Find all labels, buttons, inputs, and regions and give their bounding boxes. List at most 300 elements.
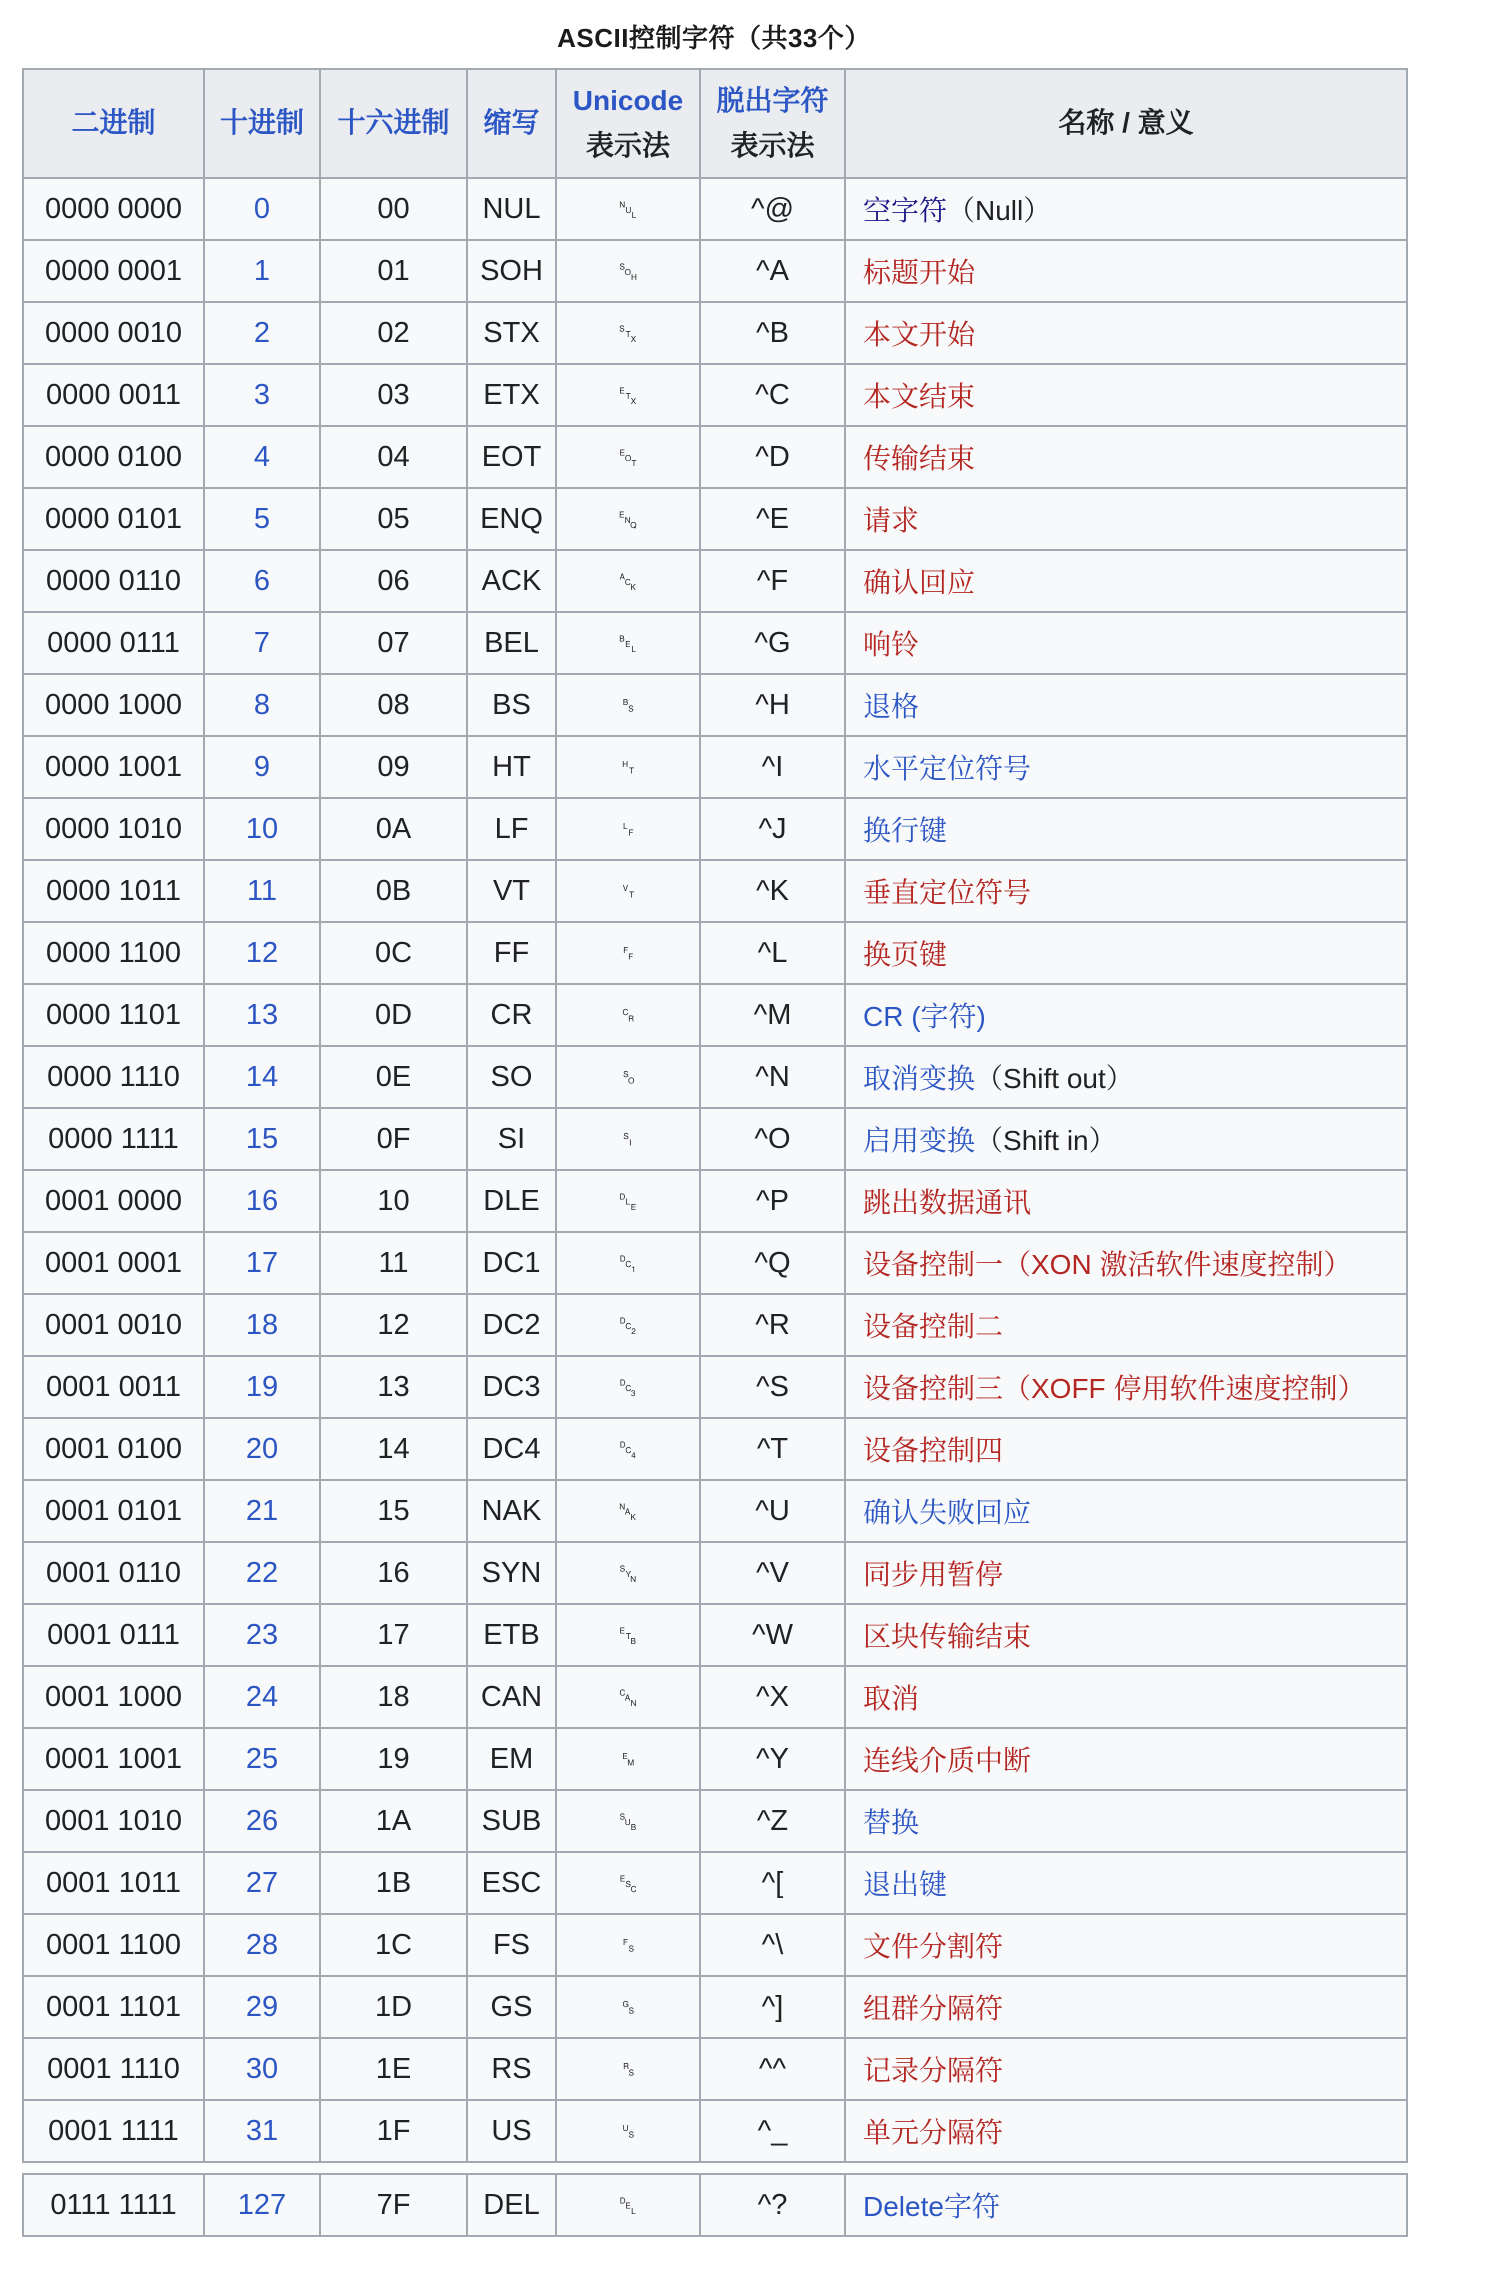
table-row [23, 2038, 1407, 2100]
name-link[interactable]: 水平定位符号 [863, 753, 1032, 784]
decimal-link[interactable]: 5 [253, 502, 271, 535]
decimal-link[interactable]: 30 [245, 2052, 279, 2085]
decimal-cell [204, 1170, 320, 1232]
hex-cell [320, 2100, 467, 2162]
name-link[interactable]: 设备控制四 [863, 1435, 1004, 1466]
name-link[interactable]: Delete字符 [863, 2191, 1000, 2222]
decimal-link[interactable]: 31 [245, 2114, 279, 2147]
unicode-control-picture: ␛ [618, 1869, 638, 1898]
abbr-cell [467, 922, 556, 984]
escape-sequence: ^K [756, 874, 789, 907]
table-row [23, 1232, 1407, 1294]
name-cell [845, 426, 1407, 488]
separator-cell [23, 2162, 1407, 2174]
decimal-link[interactable]: 6 [253, 564, 271, 597]
escape-sequence: ^\ [761, 1928, 784, 1961]
decimal-link[interactable]: 9 [253, 750, 271, 783]
abbr-cell [467, 1542, 556, 1604]
hex-value: 11 [378, 1246, 409, 1279]
name-link[interactable]: 传输结束 [863, 443, 976, 474]
binary-cell [23, 426, 204, 488]
hex-cell [320, 798, 467, 860]
binary-cell [23, 1294, 204, 1356]
name-link[interactable]: 设备控制三（XOFF 停用软件速度控制） [863, 1373, 1366, 1404]
decimal-cell [204, 2174, 320, 2236]
binary-value: 0001 1010 [44, 1804, 183, 1837]
abbr-value: SUB [481, 1804, 542, 1837]
decimal-cell [204, 1914, 320, 1976]
binary-cell [23, 2100, 204, 2162]
escape-sequence: ^T [756, 1432, 789, 1465]
escape-cell [700, 1046, 845, 1108]
binary-value: 0000 1100 [46, 936, 181, 969]
decimal-link[interactable]: 15 [245, 1122, 279, 1155]
unicode-cell [556, 550, 700, 612]
abbr-value: HT [492, 750, 531, 783]
decimal-link[interactable]: 26 [245, 1804, 279, 1837]
abbr-cell [467, 1480, 556, 1542]
table-row [23, 674, 1407, 736]
decimal-link[interactable]: 8 [253, 688, 271, 721]
binary-header-link[interactable]: 二进制 [71, 107, 156, 139]
escape-sequence: ^Z [756, 1804, 789, 1837]
hex-cell [320, 240, 467, 302]
decimal-link[interactable]: 27 [245, 1866, 279, 1899]
unicode-cell [556, 1046, 700, 1108]
name-link[interactable]: 单元分隔符 [863, 2117, 1004, 2148]
escape-cell [700, 1666, 845, 1728]
name-cell [845, 1914, 1407, 1976]
decimal-link[interactable]: 25 [245, 1742, 279, 1775]
decimal-link[interactable]: 12 [245, 936, 279, 969]
binary-value: 0000 1011 [46, 874, 181, 907]
name-link[interactable]: CR (字符) [863, 1001, 986, 1032]
escape-sequence: ^Q [754, 1246, 791, 1279]
unicode-control-picture: ␅ [618, 505, 638, 534]
hex-cell [320, 364, 467, 426]
unicode-cell [556, 1480, 700, 1542]
name-link[interactable]: 组群分隔符 [863, 1993, 1004, 2024]
decimal-cell [204, 1046, 320, 1108]
name-cell [845, 1976, 1407, 2038]
abbr-cell [467, 1108, 556, 1170]
hex-header-link[interactable]: 十六进制 [337, 107, 450, 139]
abbr-cell [467, 1790, 556, 1852]
escape-sequence: ^B [756, 316, 789, 349]
binary-cell [23, 302, 204, 364]
name-link[interactable]: 退格 [863, 691, 920, 722]
name-link[interactable]: 标题开始 [863, 257, 976, 288]
table-row [23, 1418, 1407, 1480]
binary-cell [23, 984, 204, 1046]
decimal-link[interactable]: 19 [245, 1370, 279, 1403]
name-link[interactable]: 空字符 [863, 195, 948, 226]
binary-cell [23, 178, 204, 240]
name-link[interactable]: 记录分隔符 [863, 2055, 1004, 2086]
decimal-link[interactable]: 17 [245, 1246, 279, 1279]
abbr-cell [467, 2038, 556, 2100]
table-row [23, 1480, 1407, 1542]
unicode-cell [556, 1604, 700, 1666]
hex-cell [320, 1108, 467, 1170]
hex-cell [320, 612, 467, 674]
hex-cell [320, 550, 467, 612]
binary-cell [23, 1542, 204, 1604]
name-cell [845, 860, 1407, 922]
unicode-header-link[interactable]: Unicode [572, 84, 684, 116]
unicode-control-picture: ␜ [618, 1931, 638, 1960]
escape-sequence: ^J [758, 812, 787, 845]
binary-cell [23, 1976, 204, 2038]
hex-value: 1F [376, 2114, 411, 2147]
name-link[interactable]: 取消变换 [863, 1063, 976, 1094]
abbr-cell [467, 1046, 556, 1108]
escape-cell [700, 922, 845, 984]
decimal-link[interactable]: 0 [253, 192, 271, 225]
binary-value: 0000 0001 [44, 254, 183, 287]
hex-cell [320, 488, 467, 550]
table-row [23, 1356, 1407, 1418]
binary-value: 0001 1110 [47, 2052, 180, 2085]
abbr-value: CAN [480, 1680, 543, 1713]
hex-value: 0E [375, 1060, 412, 1093]
escape-cell [700, 488, 845, 550]
unicode-cell [556, 984, 700, 1046]
name-link[interactable]: 设备控制二 [863, 1311, 1004, 1342]
hex-value: 1E [375, 2052, 412, 2085]
ascii-control-chars-table [22, 68, 1408, 2237]
unicode-control-picture: ␐ [618, 1187, 638, 1216]
name-cell [845, 1356, 1407, 1418]
name-cell [845, 1418, 1407, 1480]
decimal-link[interactable]: 14 [245, 1060, 279, 1093]
name-link[interactable]: 跳出数据通讯 [863, 1187, 1032, 1218]
hex-value: 1C [374, 1928, 413, 1961]
hex-cell [320, 426, 467, 488]
name-link[interactable]: 连线介质中断 [863, 1745, 1032, 1776]
hex-value: 0C [374, 936, 413, 969]
name-cell [845, 1790, 1407, 1852]
unicode-control-picture: ␝ [618, 1993, 638, 2022]
table-row [23, 2100, 1407, 2162]
abbr-cell [467, 1728, 556, 1790]
unicode-control-picture: ␋ [618, 877, 638, 906]
name-cell [845, 240, 1407, 302]
unicode-cell [556, 1666, 700, 1728]
unicode-control-picture: ␙ [618, 1745, 638, 1774]
name-link[interactable]: 请求 [863, 505, 920, 536]
decimal-link[interactable]: 24 [245, 1680, 279, 1713]
binary-cell [23, 2038, 204, 2100]
hex-cell [320, 1790, 467, 1852]
abbr-cell [467, 1976, 556, 2038]
decimal-link[interactable]: 22 [245, 1556, 279, 1589]
escape-cell [700, 1170, 845, 1232]
decimal-link[interactable]: 16 [245, 1184, 279, 1217]
hex-value: 0B [375, 874, 412, 907]
unicode-control-picture: ␆ [618, 567, 638, 596]
unicode-cell [556, 1356, 700, 1418]
table-row [23, 612, 1407, 674]
name-header-label: 名称 / 意义 [1058, 107, 1194, 139]
header-unicode [556, 69, 700, 178]
unicode-cell [556, 2100, 700, 2162]
escape-cell [700, 240, 845, 302]
binary-value: 0000 1001 [44, 750, 183, 783]
decimal-link[interactable]: 3 [253, 378, 271, 411]
abbr-header-link[interactable]: 缩写 [483, 107, 540, 139]
header-escape [700, 69, 845, 178]
hex-cell [320, 984, 467, 1046]
escape-cell [700, 2174, 845, 2236]
decimal-link[interactable]: 20 [245, 1432, 279, 1465]
name-link[interactable]: 换行键 [863, 815, 948, 846]
name-link[interactable]: 取消 [863, 1683, 920, 1714]
binary-value: 0001 0000 [44, 1184, 183, 1217]
binary-value: 0001 0011 [46, 1370, 181, 1403]
hex-cell [320, 1046, 467, 1108]
table-row [23, 1604, 1407, 1666]
unicode-cell [556, 612, 700, 674]
decimal-link[interactable]: 28 [245, 1928, 279, 1961]
abbr-value: EOT [481, 440, 542, 473]
binary-value: 0000 1110 [47, 1060, 180, 1093]
binary-cell [23, 2174, 204, 2236]
hex-value: 04 [377, 440, 410, 473]
escape-sequence: ^L [757, 936, 788, 969]
decimal-link[interactable]: 18 [245, 1308, 279, 1341]
name-link[interactable]: 同步用暂停 [863, 1559, 1004, 1590]
unicode-control-picture: ␀ [618, 195, 638, 224]
escape-sequence: ^? [757, 2188, 788, 2221]
abbr-value: DEL [483, 2188, 540, 2221]
decimal-cell [204, 426, 320, 488]
table-row [23, 240, 1407, 302]
escape-sequence: ^@ [750, 192, 795, 225]
decimal-link[interactable]: 4 [253, 440, 271, 473]
hex-cell [320, 2174, 467, 2236]
hex-cell [320, 674, 467, 736]
binary-cell [23, 1480, 204, 1542]
decimal-link[interactable]: 13 [245, 998, 279, 1031]
decimal-link[interactable]: 7 [253, 626, 271, 659]
decimal-cell [204, 2100, 320, 2162]
unicode-cell [556, 1170, 700, 1232]
name-link[interactable]: 换页键 [863, 939, 948, 970]
unicode-control-picture: ␑ [618, 1249, 638, 1278]
unicode-cell [556, 2038, 700, 2100]
abbr-cell [467, 364, 556, 426]
decimal-cell [204, 178, 320, 240]
binary-value: 0001 1100 [46, 1928, 181, 1961]
table-row [23, 488, 1407, 550]
unicode-cell [556, 1232, 700, 1294]
escape-sequence: ^A [756, 254, 789, 287]
escape-cell [700, 798, 845, 860]
unicode-cell [556, 488, 700, 550]
name-link[interactable]: 响铃 [863, 629, 920, 660]
escape-sequence: ^_ [757, 2114, 788, 2147]
binary-cell [23, 1666, 204, 1728]
abbr-value: ETB [483, 1618, 540, 1651]
decimal-link[interactable]: 21 [245, 1494, 279, 1527]
escape-cell [700, 1976, 845, 2038]
name-link[interactable]: 退出键 [863, 1869, 948, 1900]
name-cell [845, 1728, 1407, 1790]
hex-value: 0D [374, 998, 413, 1031]
binary-cell [23, 1604, 204, 1666]
binary-cell [23, 1914, 204, 1976]
table-row [23, 984, 1407, 1046]
name-cell [845, 674, 1407, 736]
hex-cell [320, 178, 467, 240]
decimal-link[interactable]: 1 [253, 254, 271, 287]
binary-cell [23, 1046, 204, 1108]
hex-cell [320, 1976, 467, 2038]
table-row [23, 1542, 1407, 1604]
name-link[interactable]: 区块传输结束 [863, 1621, 1032, 1652]
header-binary [23, 69, 204, 178]
name-link[interactable]: 垂直定位符号 [863, 877, 1032, 908]
hex-value: 09 [377, 750, 410, 783]
table-row [23, 178, 1407, 240]
abbr-value: STX [483, 316, 540, 349]
decimal-cell [204, 1108, 320, 1170]
abbr-cell [467, 2100, 556, 2162]
unicode-control-picture: ␍ [618, 1001, 638, 1030]
escape-cell [700, 1542, 845, 1604]
binary-value: 0001 0001 [44, 1246, 183, 1279]
hex-cell [320, 302, 467, 364]
unicode-cell [556, 1914, 700, 1976]
name-link[interactable]: 文件分割符 [863, 1931, 1004, 1962]
table-row [23, 1728, 1407, 1790]
abbr-value: VT [492, 874, 531, 907]
hex-cell [320, 1232, 467, 1294]
unicode-cell [556, 364, 700, 426]
escape-header-link[interactable]: 脱出字符 [716, 84, 829, 116]
table-row [23, 1170, 1407, 1232]
escape-cell [700, 860, 845, 922]
binary-value: 0001 1111 [48, 2114, 179, 2147]
binary-value: 0000 1101 [46, 998, 181, 1031]
name-cell [845, 1170, 1407, 1232]
decimal-link[interactable]: 10 [245, 812, 279, 845]
escape-cell [700, 1418, 845, 1480]
decimal-cell [204, 612, 320, 674]
hex-cell [320, 1542, 467, 1604]
hex-cell [320, 1294, 467, 1356]
hex-cell [320, 1914, 467, 1976]
abbr-value: ACK [481, 564, 542, 597]
name-link[interactable]: 设备控制一（XON 激活软件速度控制） [863, 1249, 1352, 1280]
abbr-value: GS [490, 1990, 533, 2023]
name-link[interactable]: 替换 [863, 1807, 920, 1838]
abbr-cell [467, 1418, 556, 1480]
abbr-cell [467, 1914, 556, 1976]
decimal-link[interactable]: 2 [253, 316, 271, 349]
decimal-cell [204, 1790, 320, 1852]
unicode-control-picture: ␊ [618, 815, 638, 844]
hex-value: 1B [375, 1866, 412, 1899]
decimal-link[interactable]: 23 [245, 1618, 279, 1651]
name-cell [845, 1542, 1407, 1604]
decimal-cell [204, 1666, 320, 1728]
table-row [23, 1046, 1407, 1108]
escape-sequence: ^E [756, 502, 789, 535]
abbr-value: ENQ [480, 502, 543, 535]
binary-value: 0000 1111 [48, 1122, 179, 1155]
binary-cell [23, 1418, 204, 1480]
decimal-cell [204, 550, 320, 612]
name-suffix: （Shift out） [975, 1063, 1134, 1094]
name-link[interactable]: 确认失败回应 [863, 1497, 1032, 1528]
hex-value: 16 [377, 1556, 410, 1589]
unicode-control-picture: ␖ [618, 1559, 638, 1588]
unicode-cell [556, 860, 700, 922]
decimal-link[interactable]: 127 [237, 2188, 287, 2221]
escape-cell [700, 984, 845, 1046]
decimal-cell [204, 922, 320, 984]
name-cell [845, 798, 1407, 860]
unicode-cell [556, 178, 700, 240]
name-cell [845, 364, 1407, 426]
escape-cell [700, 1728, 845, 1790]
name-cell [845, 922, 1407, 984]
hex-cell [320, 736, 467, 798]
escape-sequence: ^H [755, 688, 790, 721]
unicode-header-subtitle: 表示法 [585, 129, 670, 161]
binary-cell [23, 364, 204, 426]
name-suffix: （Shift in） [975, 1125, 1117, 1156]
abbr-value: SO [490, 1060, 533, 1093]
unicode-control-picture: ␗ [618, 1621, 638, 1650]
escape-sequence: ^V [756, 1556, 789, 1589]
decimal-link[interactable]: 29 [245, 1990, 279, 2023]
name-link[interactable]: 本文开始 [863, 319, 976, 350]
hex-cell [320, 1418, 467, 1480]
decimal-link[interactable]: 11 [246, 874, 278, 907]
unicode-control-picture: ␂ [618, 319, 638, 348]
name-link[interactable]: 确认回应 [863, 567, 976, 598]
decimal-cell [204, 240, 320, 302]
binary-value: 0001 0111 [47, 1618, 180, 1651]
binary-cell [23, 674, 204, 736]
name-link[interactable]: 本文结束 [863, 381, 976, 412]
binary-value: 0001 1001 [44, 1742, 183, 1775]
decimal-cell [204, 1232, 320, 1294]
unicode-control-picture: ␚ [618, 1807, 638, 1836]
name-link[interactable]: 启用变换 [863, 1125, 976, 1156]
escape-cell [700, 550, 845, 612]
binary-value: 0001 1101 [46, 1990, 181, 2023]
name-cell [845, 612, 1407, 674]
header-name-meaning [845, 69, 1407, 178]
binary-value: 0000 1010 [44, 812, 183, 845]
decimal-cell [204, 984, 320, 1046]
table-row [23, 1914, 1407, 1976]
binary-value: 0000 0110 [46, 564, 181, 597]
escape-sequence: ^Y [756, 1742, 789, 1775]
unicode-control-picture: ␓ [618, 1373, 638, 1402]
escape-cell [700, 1294, 845, 1356]
decimal-header-link[interactable]: 十进制 [219, 107, 304, 139]
unicode-control-picture: ␟ [618, 2117, 638, 2146]
abbr-cell [467, 1852, 556, 1914]
unicode-control-picture: ␏ [618, 1125, 638, 1154]
abbr-value: ESC [481, 1866, 542, 1899]
hex-cell [320, 1356, 467, 1418]
